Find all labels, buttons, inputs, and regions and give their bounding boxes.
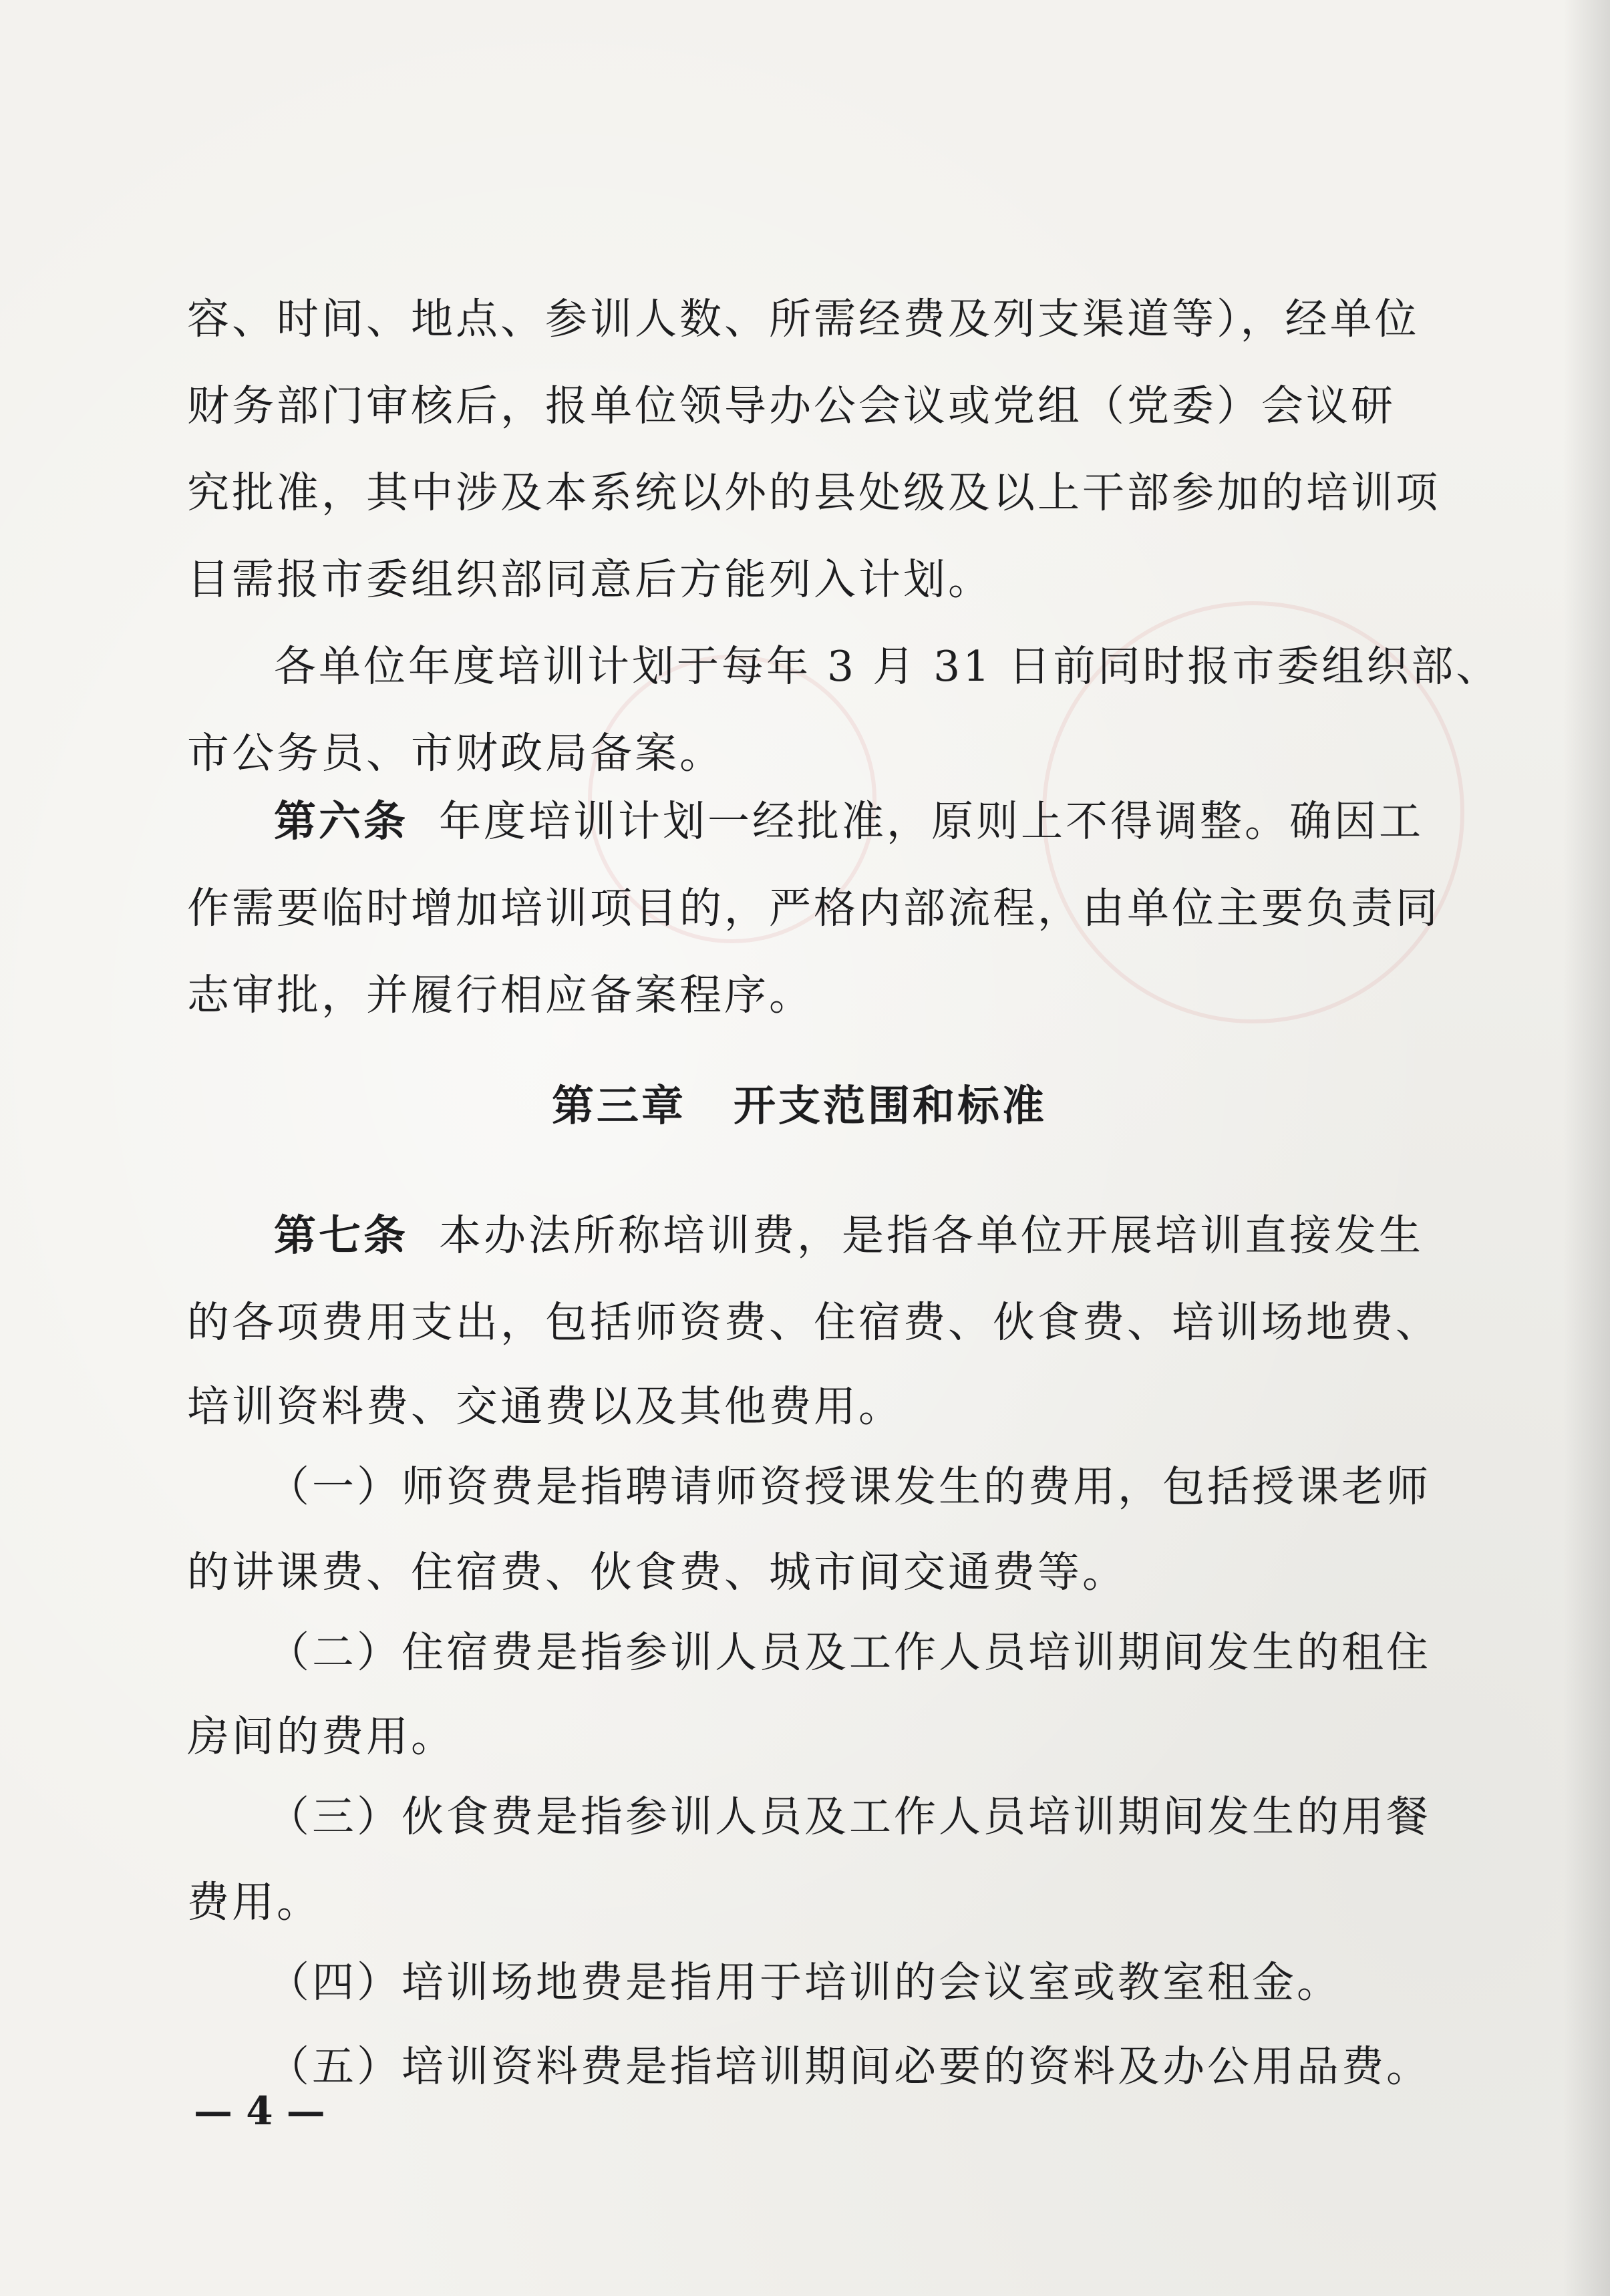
page-edge-shadow xyxy=(1563,0,1610,2296)
text-line: 作需要临时增加培训项目的，严格内部流程，由单位主要负责同 xyxy=(187,884,1440,933)
article-7-text: 本办法所称培训费，是指各单位开展培训直接发生 xyxy=(439,1211,1424,1260)
text-line: 房间的费用。 xyxy=(187,1712,456,1761)
text-line: 的各项费用支出，包括师资费、住宿费、伙食费、培训场地费、 xyxy=(187,1298,1440,1347)
page-number: — 4 — xyxy=(194,2088,325,2134)
list-item: （一）师资费是指聘请师资授课发生的费用，包括授课老师 xyxy=(267,1462,1431,1511)
article-7-label: 第七条 xyxy=(274,1211,408,1260)
article-6-label: 第六条 xyxy=(274,797,408,846)
list-item: （四）培训场地费是指用于培训的会议室或教室租金。 xyxy=(267,1958,1341,2007)
text-line: 目需报市委组织部同意后方能列入计划。 xyxy=(187,555,993,604)
list-item: （三）伙食费是指参训人员及工作人员培训期间发生的用餐 xyxy=(267,1792,1431,1841)
text-line: 财务部门审核后，报单位领导办公会议或党组（党委）会议研 xyxy=(187,381,1396,430)
text-line: 培训资料费、交通费以及其他费用。 xyxy=(187,1382,903,1431)
text-line: 各单位年度培训计划于每年 3 月 31 日前同时报市委组织部、 xyxy=(274,642,1501,691)
text-line: 市公务员、市财政局备案。 xyxy=(187,729,724,778)
article-6-first-line xyxy=(274,795,1424,848)
text-line: 的讲课费、住宿费、伙食费、城市间交通费等。 xyxy=(187,1548,1127,1597)
text-line: 志审批，并履行相应备案程序。 xyxy=(187,971,814,1019)
chapter-title: 开支范围和标准 xyxy=(734,1082,1047,1130)
text-line: 究批准，其中涉及本系统以外的县处级及以上干部参加的培训项 xyxy=(187,468,1440,517)
chapter-number: 第三章 xyxy=(552,1082,686,1130)
text-line: 费用。 xyxy=(187,1878,321,1927)
article-6-text: 年度培训计划一经批准，原则上不得调整。确因工 xyxy=(439,797,1424,846)
list-item: （五）培训资料费是指培训期间必要的资料及办公用品费。 xyxy=(267,2042,1431,2091)
list-item: （二）住宿费是指参训人员及工作人员培训期间发生的租住 xyxy=(267,1628,1431,1677)
text-line: 容、时间、地点、参训人数、所需经费及列支渠道等），经单位 xyxy=(187,295,1420,343)
article-7-first-line xyxy=(274,1209,1424,1263)
